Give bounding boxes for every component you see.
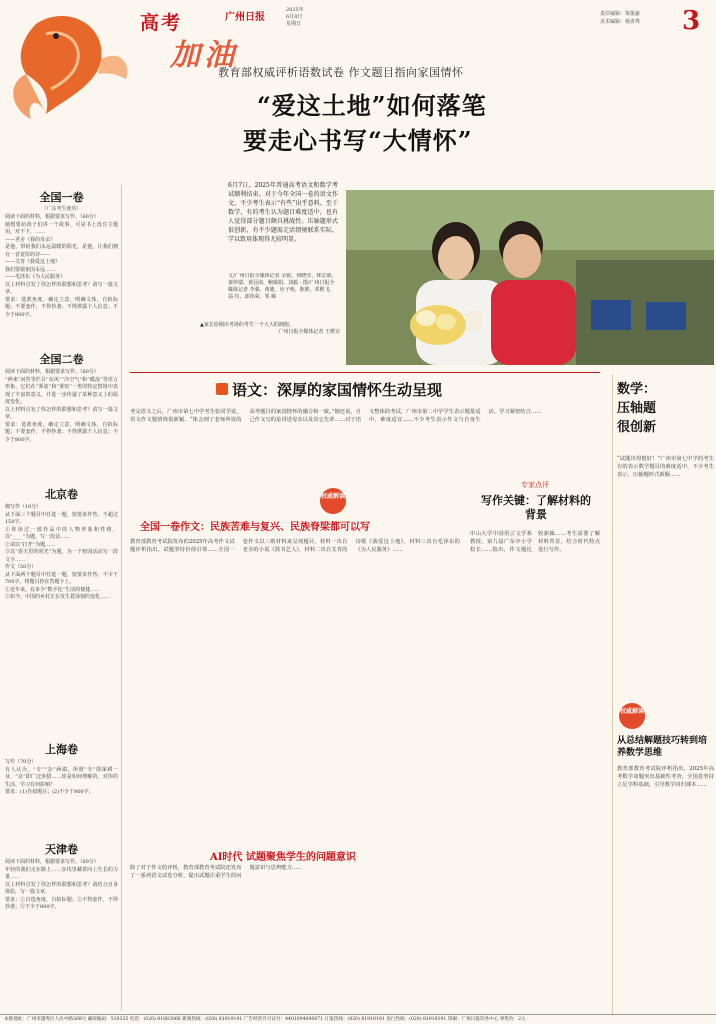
divider — [130, 372, 600, 373]
photo-credit: 广州日报全媒体记者 王维宣 — [278, 329, 340, 335]
art-editor: 美术编辑：杨讲秀 — [600, 19, 641, 25]
chinese-sub1-body: 教育部教育考试院发布的2025年高考作文试题评析指出，试题坚持价值引领……全国一卷作文以三则材料来呈现题目，材料一出自老舍的小说《鼓书艺人》，材料二出自艾青的诗歌《我爱这土地》，材料三出自毛泽东的《为人民服务》…… — [130, 539, 460, 553]
intro-text: 6月7日，2025年普通高考语文和数学考试顺利结束。对于今年全国一卷的语文作文，不少考生表示“有些”出乎意料。至于数学，有的考生认为题目难度适中，也有人觉得部分题目颇具挑战性。压轴题形式很创新，有不少题需走活情境联系实际，学以致用体现得尤较明显。 — [228, 182, 338, 243]
editor-credits — [600, 10, 640, 26]
date-day: 6月8日 — [286, 14, 303, 20]
photo-graphic — [346, 190, 714, 365]
authority-badge: 权威解读 — [619, 703, 645, 729]
hug-photo — [346, 190, 714, 365]
intro-credit: 文/广州日报全媒体记者 余锐、何晓莹、林宏康、秦珍瑞、黄冠南、鲍敏娟、刘毅 · 图/广州日报全媒体记者 李强、黄婕、应子明、陈胜、邓熙飞、翁·仪、邱伟荣、邹 嵘 — [228, 273, 337, 300]
section-quanguo-2 — [2, 347, 121, 482]
math-title-line2: 压轴题 — [617, 401, 657, 416]
section-title: 全国一卷 — [39, 191, 84, 204]
section-quanguo-1 — [2, 185, 121, 347]
chinese-sub1-title: 全国一卷作文：民族苦难与复兴、民族脊梁都可以写 — [140, 522, 370, 533]
section-title: 全国二卷 — [39, 353, 84, 366]
section-title: 天津卷 — [45, 843, 78, 856]
headline-line1: “爱这土地”如何落笔 — [257, 91, 487, 120]
date-year: 2025年 — [286, 7, 304, 13]
expert-label: 专家点评 — [521, 481, 549, 489]
photo-caption-block — [200, 322, 340, 340]
section-tianjin — [2, 837, 121, 997]
headline-kicker: 教育部权威评析语数试卷 作文题目指向家国情怀 — [218, 66, 464, 79]
section-body: 阅读下面的材料，根据要求写作。（60分） 她想要给孩子们讲一个故事，可是书上没有主题用，对不下，…… ——老舍《我的母亲》 是他，带给我们永远温暖的阳光，是他，让我们拥有一首宽厚的诗—— ——艾青《我爱这土地》 我们要使祖国永远…… ——毛泽东《为人民服务》 以上材料引发了你怎样的联想和思考？请写一篇文章。 要求：选准角度，确定立意，明确文体，自拟标题；不要套作，不得抄袭；不得泄露个人信息；不少于800字。 — [5, 214, 118, 318]
chinese-sub2-body: 中山大学中国语言文学系教授、第九届广东中小学校长……指出，作文题比较新颖……考生需要了解材料背景，结合时代特点进行写作。 — [470, 531, 600, 553]
koi-fish-illustration — [6, 4, 136, 124]
chinese-sub2-title: 写作关键：了解材料的背景 — [481, 494, 591, 521]
math-title-line3: 很创新 — [617, 420, 657, 435]
photo-caption: ▲家长给刚出考场的考生一个大大的拥抱。 — [200, 322, 294, 328]
responsible-editor: 责任编辑：梁俊豪 — [600, 11, 641, 17]
date-weekday: 星期日 — [286, 21, 302, 27]
chinese-section-title: 语文：深厚的家国情怀生动呈现 — [232, 380, 443, 399]
section-title: 上海卷 — [45, 743, 78, 756]
math-sub-body: 教育部教育考试院评析指出，2025年高考数学命题突出基础性考查，全国卷坚持立足学科基础，引导教学回归课本…… — [617, 766, 714, 788]
math-column — [612, 374, 714, 1014]
math-sub-title: 从总结解题技巧转到培养数学思维 — [617, 736, 708, 758]
page-number: 3 — [682, 6, 701, 36]
chinese-section-body: 考完语文之后，广州市第七中学考生张同学说，语文作文题情境很新颖，“体会到了老师所说的高考题目的家国情怀的融合和一致。”她还说，自己作文写的是讲述母亲以及其它先辈……对于语文整体的考试，广州市第二中学学生表示题量适中，难度适宜……不少考生表示作文与自身生活、学习紧密结合…… — [130, 409, 542, 423]
headline-line2: 要走心书写“大情怀” — [243, 126, 473, 155]
ai-section-body: 除了对于作文的评析，教育部教育考试院还发布了一系列语文试卷分析，提出试题注重学生的问题意识与思辨能力…… — [130, 865, 303, 879]
math-body: “试题出得挺好！”广州市第七中学的考生有的表示数学题目的难度适中，不少考生表示，压轴题形式新颖…… — [617, 456, 714, 478]
section-title: 北京卷 — [45, 488, 78, 501]
section-body: 写作（70分） 有人认为，“专”“杂”两端，所谓“专”即深耕一业，“杂”即广泛涉猎……你是如何理解的，对你的生活、学习有何影响？ 要求：(1)自拟题目；(2)不少于800字。 — [5, 759, 118, 795]
section-title-slogan: 加油 — [170, 38, 238, 73]
section-body: 阅读下面的材料，根据要求写作。（60分） 年轻的我们走在路上……步伐里藏着向上生长的力量…… 以上材料引发了你怎样的联想和思考？请结合自身体验，写一篇文章。 要求：①自选角度，自拟标题；②不得套作，不得抄袭；③不少于800字。 — [5, 859, 118, 910]
ai-section-title: AI时代 试题聚焦学生的问题意识 — [210, 852, 356, 863]
left-column — [2, 185, 122, 1011]
chinese-section-header — [216, 376, 596, 402]
section-marker-icon — [216, 383, 228, 395]
section-sub: （广东考生使用） — [41, 206, 82, 212]
section-body: 阅读下面的材料，根据要求写作。（60分） “神来”问答等栏目“东风”“冷空气”和“暖流”等语言形象，它们在“雾浓”和“雾密”一类的特定情境中表现了丰富的意义，并进一步传递了某种意义上的温度变化。 以上材料引发了你怎样的联想和思考？请写一篇文章。 要求：选准角度，确定立意，明确文体，自拟标题；不要套作，不得抄袭；不得泄露个人信息；不少于800字。 — [5, 369, 118, 443]
section-title: 高考 — [140, 12, 183, 34]
section-beijing — [2, 482, 121, 737]
paper-logo: 广州日报 — [225, 12, 265, 23]
math-title: 数学： — [617, 382, 657, 397]
date-block — [286, 7, 304, 28]
section-body: 微写作（10分） 从下面三个题目中任选一题，按要求作答。不超过150字。 ①你读过一部作品中的人物形象和性格，以“____”为题，写一段话…… ②请以“打开”为题…… ③以“春天里的时光”为题，为一个校园活动写一段文字…… 作文（50分） 从下面两个题目中任选一题，按要求作答。不少于700字。将题目抄在答题卡上。 ①近年来，有多少“数字化”生活的便捷…… ②如今，中国的乡村正在发生着深刻的变化…… — [5, 504, 118, 600]
footer: 本版地址：广州市越秀区人民中路368号 邮政编码：510335 电话：(020) 81883066 新闻热线：(020) 81919191 广告经营许可证号：4401004000071 订报热线：(020) 81919191 发行热线：(020) 81919191 印刷：广州日报印务中心 零售价：2元 — [0, 1014, 716, 1024]
authority-badge: 权威解读 — [320, 488, 346, 514]
section-shanghai — [2, 737, 121, 837]
